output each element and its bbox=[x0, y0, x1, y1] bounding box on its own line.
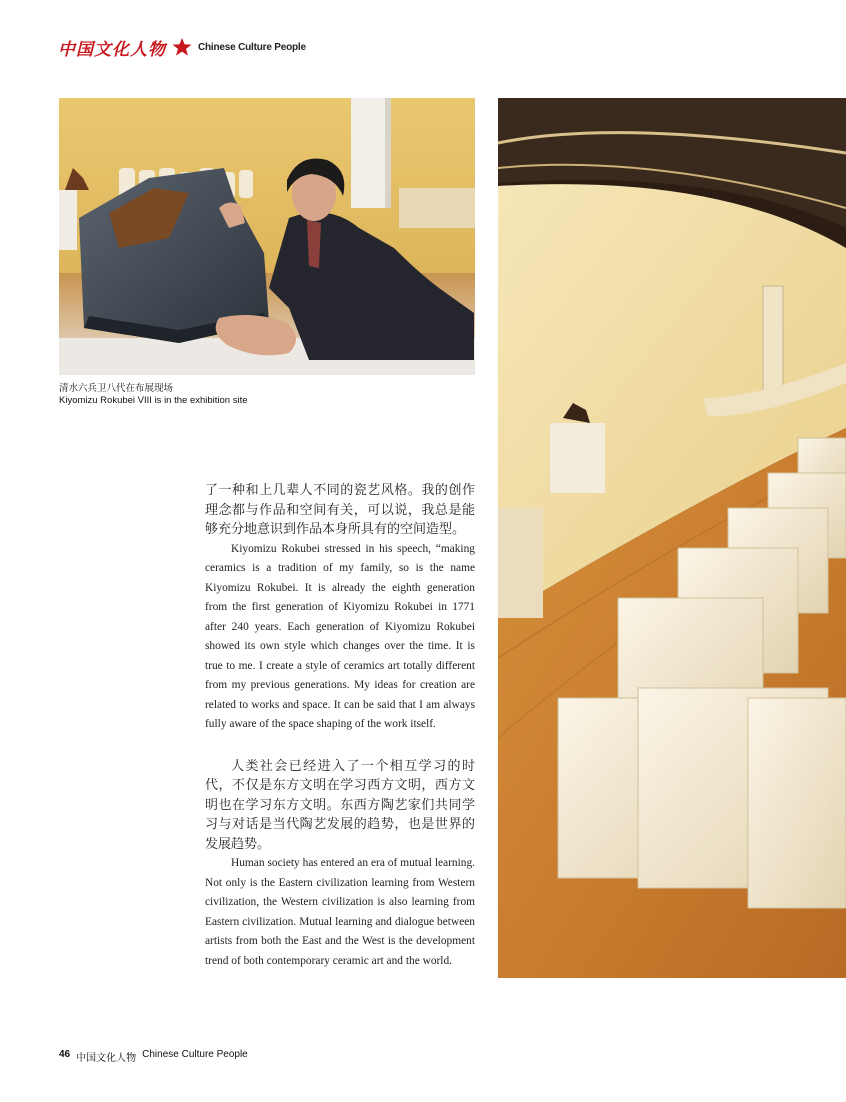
magazine-header bbox=[58, 36, 306, 58]
paragraph-spacer bbox=[205, 735, 475, 757]
paragraph-2-cn: 人类社会已经进入了一个相互学习的时代，不仅是东方文明在学习西方文明，西方文明也在学习东方文明。东西方陶艺家们共同学习与对话是当代陶艺发展的趋势，也是世界的发展趋势。 bbox=[205, 758, 475, 852]
paragraph-2-en: Human society has entered an era of mutual learning. Not only is the Eastern civilization learning from Western civilization, the Western civilization is also learning from Eastern civilization. Mutual learning and dialogue between artists from both the East and the West is the development trend of both contemporary ceramic art and the world. bbox=[205, 857, 475, 967]
page-footer bbox=[59, 1049, 248, 1064]
artist-photo bbox=[59, 98, 475, 375]
star-icon bbox=[172, 37, 192, 57]
caption-cn: 清水六兵卫八代在布展现场 bbox=[59, 383, 174, 394]
footer-publication-en: Chinese Culture People bbox=[142, 1049, 248, 1060]
paragraph-1-en: Kiyomizu Rokubei stressed in his speech, “making ceramics is a tradition of my family, so is the name Kiyomizu Rokubei. It is already the eighth generation from the first generation of Kiyomizu Rokubei in 1771 after 240 years. Each generation of Kiyomizu Rokubei showed its own style which changes over the time. It is true to me. I create a style of ceramics art totally different from my previous generations. My ideas for creation are related to works and space. It can be said that I am always fully aware of the space shaping of the work itself. bbox=[205, 542, 475, 730]
footer-publication-cn: 中国文化人物 bbox=[76, 1053, 137, 1064]
exhibition-hall-photo bbox=[498, 98, 846, 978]
photo-caption bbox=[59, 383, 248, 407]
paragraph-1-cn: 了一种和上几辈人不同的瓷艺风格。我的创作理念都与作品和空间有关，可以说，我总是能够充分地意识到作品本身所具有的空间造型。 bbox=[205, 483, 475, 537]
page-number: 46 bbox=[59, 1049, 71, 1060]
article-body bbox=[205, 481, 475, 971]
brand-name-en: Chinese Culture People bbox=[198, 41, 306, 53]
brand-name-cn: 中国文化人物 bbox=[58, 39, 166, 60]
caption-en: Kiyomizu Rokubei VIII is in the exhibition site bbox=[59, 395, 248, 406]
